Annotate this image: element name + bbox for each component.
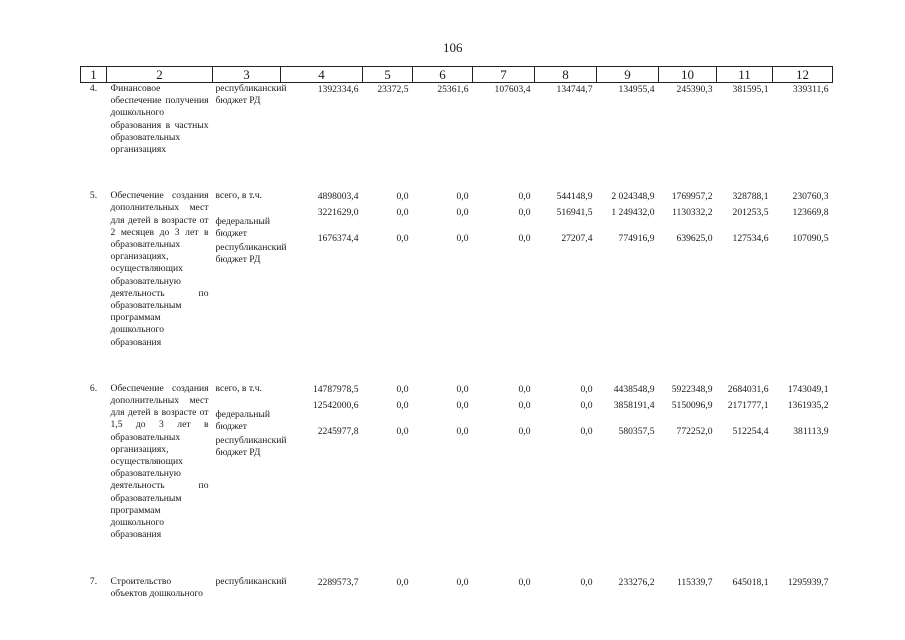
value-cell: 245390,3 <box>676 84 713 95</box>
funding-source: республиканский бюджет РД <box>215 83 287 107</box>
funding-source: республиканский бюджет РД <box>215 434 287 459</box>
value-cell: 0,0 0,0 0,0 <box>518 383 531 437</box>
row-description: Финансовое обеспечение получения дошкольного образования в частных образовательных организациях <box>110 83 209 156</box>
row-description: Обеспечение создания дополнительных мест для детей в возрасте от 1,5 до 3 лет в образовательных организациях, осуществляющих образовательную деятельность по образовательным программам дошкольного образования <box>110 382 209 541</box>
value-cell: 0,0 <box>456 576 469 588</box>
value-cell: 0,0 <box>396 576 409 588</box>
value-cell: 25361,6 <box>437 84 469 95</box>
funding-source: федеральный бюджет <box>215 408 271 433</box>
row-number: 7. <box>89 575 98 587</box>
value-cell: 0,0 <box>518 576 531 588</box>
header-cell: 9 <box>597 67 659 83</box>
value-cell: 134744,7 <box>556 84 593 95</box>
row-number: 6. <box>89 382 98 394</box>
header-row <box>81 67 833 83</box>
row-number: 4. <box>89 83 98 94</box>
value-cell: 0,0 0,0 0,0 <box>456 191 469 245</box>
value-cell: 2684031,6 2171777,1 512254,4 <box>727 383 769 437</box>
value-cell: 23372,5 <box>377 84 409 95</box>
header-cell: 8 <box>535 67 597 83</box>
header-cell: 5 <box>363 67 413 83</box>
header-cell: 11 <box>717 67 773 83</box>
value-cell: 14787978,5 12542000,6 2245977,8 <box>312 383 359 437</box>
table-row <box>81 180 833 349</box>
value-cell: 2289573,7 <box>317 576 359 588</box>
header-cell: 6 <box>413 67 473 83</box>
value-cell: 0,0 0,0 0,0 <box>580 383 593 437</box>
value-cell: 0,0 0,0 0,0 <box>518 191 531 245</box>
budget-table <box>80 66 833 600</box>
value-cell: 1769957,2 1130332,2 639625,0 <box>671 191 713 245</box>
table-row <box>81 373 833 542</box>
header-cell: 4 <box>281 67 363 83</box>
value-cell: 4898003,4 3221629,0 1676374,4 <box>317 191 359 245</box>
value-cell: 5922348,9 5150096,9 772252,0 <box>671 383 713 437</box>
funding-source: всего, в т.ч. <box>215 382 262 394</box>
value-cell: 0,0 0,0 0,0 <box>396 383 409 437</box>
page-number: 106 <box>443 40 463 55</box>
value-cell: 107603,4 <box>494 84 531 95</box>
header-cell: 10 <box>659 67 717 83</box>
value-cell: 230760,3 123669,8 107090,5 <box>792 191 829 245</box>
funding-source: республиканский <box>215 575 287 587</box>
value-cell: 1295939,7 <box>787 576 829 588</box>
header-cell: 12 <box>773 67 833 83</box>
value-cell: 339311,6 <box>792 84 829 95</box>
value-cell: 2 024348,9 1 249432,0 774916,9 <box>611 191 655 245</box>
value-cell: 328788,1 201253,5 127534,6 <box>732 191 769 245</box>
header-cell: 7 <box>473 67 535 83</box>
header-cell: 2 <box>107 67 213 83</box>
header-cell: 3 <box>213 67 281 83</box>
budget-table-container <box>80 66 832 600</box>
value-cell: 0,0 <box>580 576 593 588</box>
funding-source: федеральный бюджет <box>215 216 271 240</box>
table-row <box>81 566 833 600</box>
value-cell: 233276,2 <box>618 576 655 588</box>
row-number: 5. <box>89 190 98 202</box>
table-row <box>81 83 833 157</box>
value-cell: 4438548,9 3858191,4 580357,5 <box>613 383 655 437</box>
value-cell: 1743049,1 1361935,2 381113,9 <box>787 383 829 437</box>
value-cell: 544148,9 516941,5 27207,4 <box>556 191 593 245</box>
funding-source: республиканский бюджет РД <box>215 242 287 266</box>
row-description: Строительство объектов дошкольного <box>110 575 203 599</box>
value-cell: 0,0 0,0 0,0 <box>456 383 469 437</box>
value-cell: 115339,7 <box>676 576 713 588</box>
funding-sources <box>213 373 287 542</box>
row-description: Обеспечение создания дополнительных мест для детей в возрасте от 2 месяцев до 3 лет в образовательных организациях, осуществляющих образовательную деятельность по образовательным программам дошкольного образования <box>110 190 209 348</box>
header-cell: 1 <box>81 67 107 83</box>
value-cell: 0,0 0,0 0,0 <box>396 191 409 245</box>
funding-source: всего, в т.ч. <box>215 190 262 202</box>
value-cell: 1392334,6 <box>317 84 359 95</box>
value-cell: 381595,1 <box>732 84 769 95</box>
funding-sources <box>213 180 287 349</box>
value-cell: 134955,4 <box>618 84 655 95</box>
value-cell: 645018,1 <box>732 576 769 588</box>
